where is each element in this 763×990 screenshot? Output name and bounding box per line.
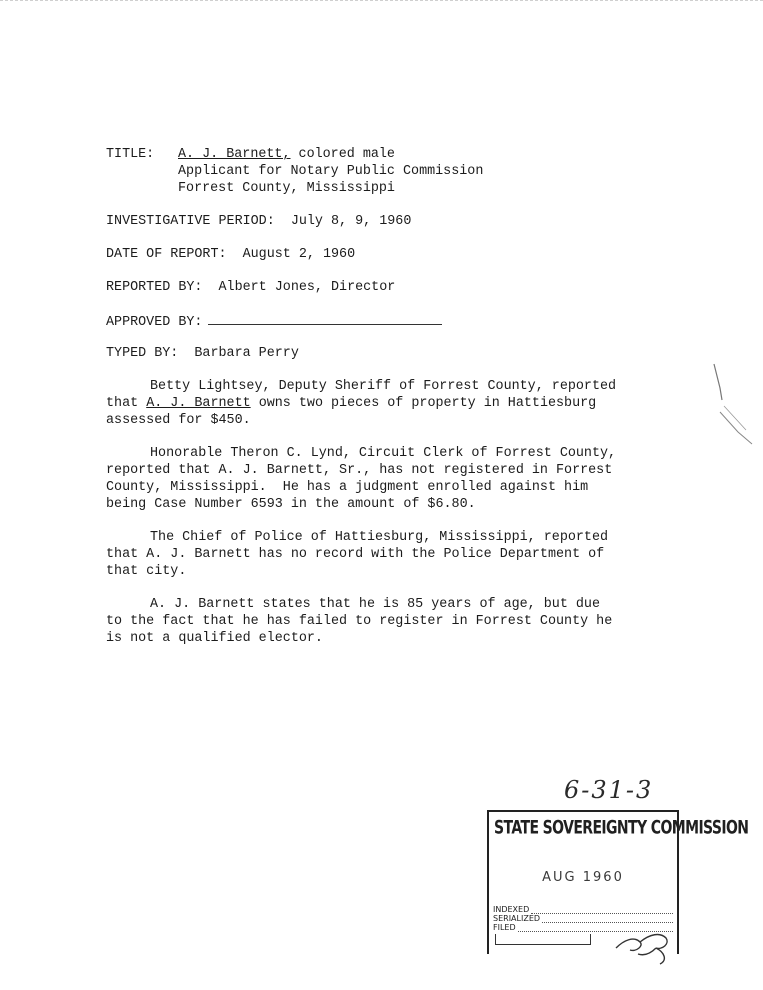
investigative-period: INVESTIGATIVE PERIOD: July 8, 9, 1960 — [106, 214, 412, 229]
paragraph-line: being Case Number 6593 in the amount of $6.80. — [106, 497, 476, 512]
paragraph-line: reported that A. J. Barnett, Sr., has not registered in Forrest — [106, 463, 613, 478]
paragraph-4 — [106, 596, 686, 647]
paragraph-3 — [106, 529, 686, 580]
paragraph-line: The Chief of Police of Hattiesburg, Mississippi, reported — [150, 530, 609, 545]
paragraph-line: assessed for $450. — [106, 413, 251, 428]
handwritten-initials-signature — [610, 920, 676, 966]
paragraph-line: Honorable Theron C. Lynd, Circuit Clerk of Forrest County, — [150, 446, 617, 461]
paragraph-line: A. J. Barnett states that he is 85 years of age, but due — [150, 597, 600, 612]
approved-by-row — [106, 312, 686, 329]
paragraph-line: that A. J. Barnett owns two pieces of property in Hattiesburg — [106, 396, 597, 411]
title-line-2: Applicant for Notary Public Commission — [178, 164, 484, 179]
handwritten-file-number: 6-31-3 — [564, 776, 654, 804]
paragraph-line: to the fact that he has failed to register in Forrest County he — [106, 614, 613, 629]
report-body — [106, 146, 686, 647]
paragraph-line: Betty Lightsey, Deputy Sheriff of Forrest County, reported — [150, 379, 617, 394]
reported-by: REPORTED BY: Albert Jones, Director — [106, 280, 396, 295]
approved-by-signature-line — [208, 312, 442, 325]
title-line-3: Forrest County, Mississippi — [178, 181, 395, 196]
underlined-name: A. J. Barnett — [146, 396, 251, 411]
title-block — [106, 146, 686, 197]
stamp-box — [495, 934, 591, 945]
typed-by: TYPED BY: Barbara Perry — [106, 346, 299, 361]
paragraph-line: that A. J. Barnett has no record with the Police Department of — [106, 547, 605, 562]
paragraph-line: that city. — [106, 564, 187, 579]
paragraph-line: County, Mississippi. He has a judgment enrolled against him — [106, 480, 589, 495]
date-of-report: DATE OF REPORT: August 2, 1960 — [106, 247, 356, 262]
stamp-title: STATE SOVEREIGNTY COMMISSION — [494, 817, 749, 839]
approved-by-label: APPROVED BY: — [106, 315, 203, 330]
paragraph-1 — [106, 378, 686, 429]
paragraph-line: is not a qualified elector. — [106, 631, 323, 646]
stamp-indexed-label: INDEXED — [493, 905, 530, 914]
title-label: TITLE: — [106, 147, 155, 162]
title-subject-desc: colored male — [290, 147, 395, 162]
stamp-date: AUG 1960 — [542, 870, 624, 885]
margin-pen-mark — [708, 360, 763, 450]
paragraph-2 — [106, 445, 686, 513]
title-subject-name: A. J. Barnett, — [178, 147, 291, 162]
stamp-serialized-label: SERIALIZED — [493, 914, 541, 923]
stamp-filed-label: FILED — [493, 923, 516, 932]
top-edge-line — [0, 0, 763, 1]
